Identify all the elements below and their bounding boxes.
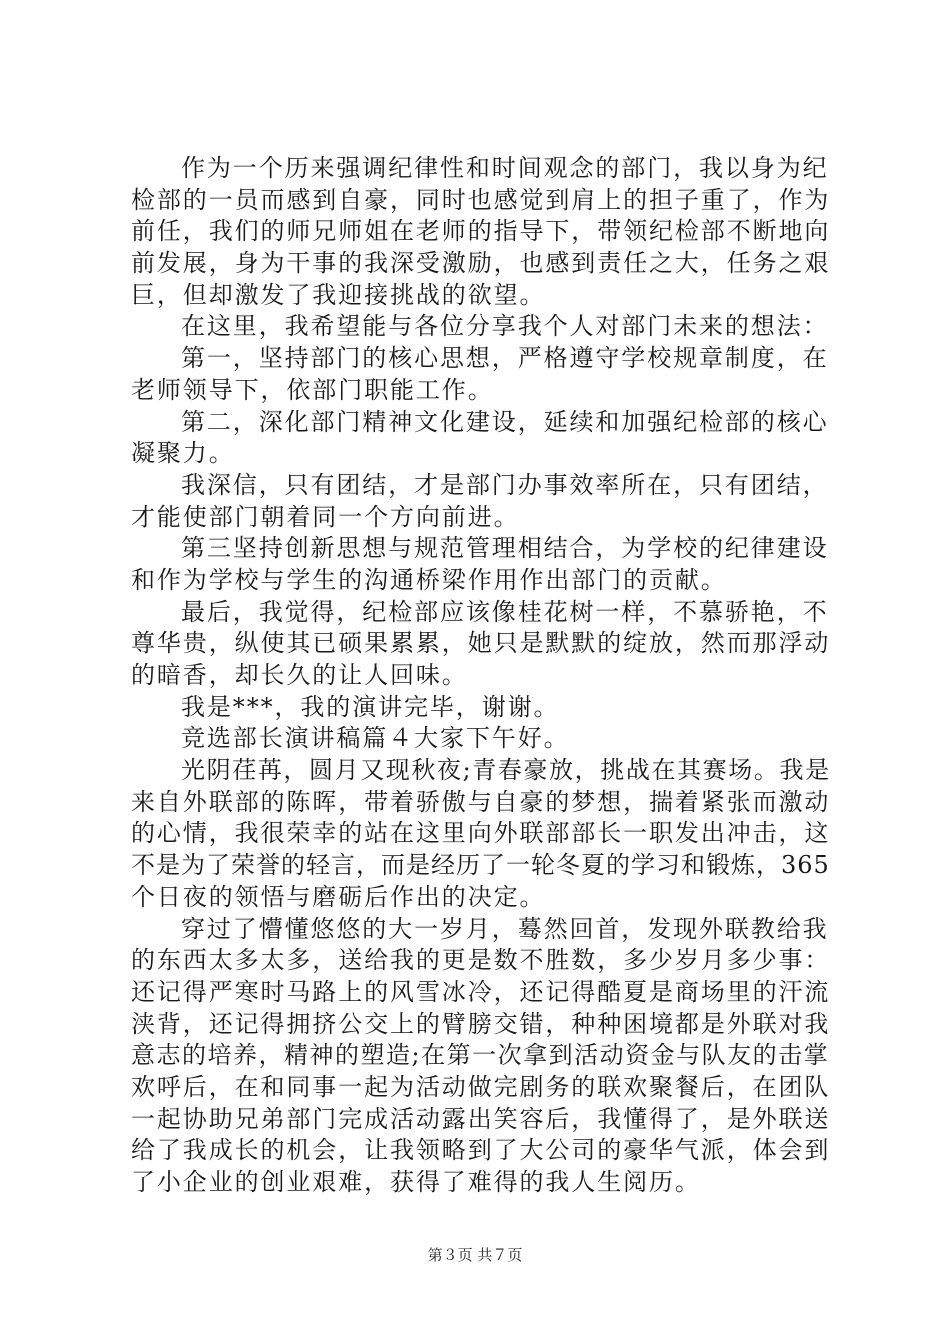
text-line: 作为一个历来强调纪律性和时间观念的部门，我以身为纪 [181, 154, 829, 182]
text-line: 穿过了懵懂悠悠的大一岁月，蓦然回首，发现外联教给我 [181, 914, 829, 943]
text-line: 意志的培养，精神的塑造;在第一次拿到活动资金与队友的击掌 [131, 1041, 830, 1070]
text-line: 尊华贵，纵使其已硕果累累，她只是默默的绽放，然而那浮动 [131, 629, 831, 658]
text-line: 凝聚力。 [131, 439, 235, 468]
text-line: 巨，但却激发了我迎接挑战的欲望。 [131, 280, 546, 309]
text-line: 我深信，只有团结，才是部门办事效率所在，只有团结， [181, 470, 829, 499]
text-line: 个日夜的领悟与磨砺后作出的决定。 [131, 882, 546, 911]
text-line: 前发展，身为干事的我深受激励，也感到责任之大，任务之艰 [131, 249, 831, 278]
text-line: 和作为学校与学生的沟通桥梁作用作出部门的贡献。 [131, 565, 727, 594]
text-line: 第三坚持创新思想与规范管理相结合，为学校的纪律建设 [181, 534, 829, 563]
text-line: 给了我成长的机会，让我领略到了大公司的豪华气派，体会到 [131, 1136, 831, 1165]
text-line: 一起协助兄弟部门完成活动露出笑容后，我懂得了，是外联送 [131, 1104, 831, 1133]
text-line: 我是***，我的演讲完毕，谢谢。 [181, 692, 560, 721]
text-line: 在这里，我希望能与各位分享我个人对部门未来的想法： [181, 312, 829, 341]
text-line: 的东西太多太多，送给我的更是数不胜数，多少岁月多少事： [131, 946, 831, 975]
text-line: 来自外联部的陈晖，带着骄傲与自豪的梦想，揣着紧张而激动 [131, 787, 831, 816]
text-line: 的心情，我很荣幸的站在这里向外联部部长一职发出冲击，这 [131, 819, 831, 848]
text-line: 前任，我们的师兄师姐在老师的指导下，带领纪检部不断地向 [131, 217, 831, 246]
text-line: 竞选部长演讲稿篇４大家下午好。 [181, 724, 570, 753]
text-line: 第二，深化部门精神文化建设，延续和加强纪检部的核心 [181, 407, 829, 436]
text-line: 欢呼后，在和同事一起为活动做完剧务的联欢聚餐后，在团队 [131, 1072, 831, 1101]
text-line: 浃背，还记得拥挤公交上的臂膀交错，种种困境都是外联对我 [131, 1009, 831, 1038]
text-line: 了小企业的创业艰难，获得了难得的我人生阅历。 [131, 1168, 701, 1196]
text-line: 检部的一员而感到自豪，同时也感觉到肩上的担子重了，作为 [131, 185, 831, 214]
text-line: 最后，我觉得，纪检部应该像桂花树一样，不慕骄艳，不 [181, 597, 829, 626]
body-text [131, 153, 831, 1199]
page-footer: 第３页 共７页 [427, 1246, 523, 1264]
text-line: 还记得严寒时马路上的风雪冰冷，还记得酷夏是商场里的汗流 [131, 977, 831, 1006]
text-line: 不是为了荣誉的轻言，而是经历了一轮冬夏的学习和锻炼，365 [131, 851, 830, 880]
text-line: 第一，坚持部门的核心思想，严格遵守学校规章制度，在 [181, 344, 829, 373]
text-line: 才能使部门朝着同一个方向前进。 [131, 502, 520, 531]
text-line: 光阴荏苒，圆月又现秋夜;青春豪放，挑战在其赛场。我是 [181, 756, 831, 785]
text-line: 老师领导下，依部门职能工作。 [131, 375, 494, 404]
text-line: 的暗香，却长久的让人回味。 [131, 661, 468, 689]
